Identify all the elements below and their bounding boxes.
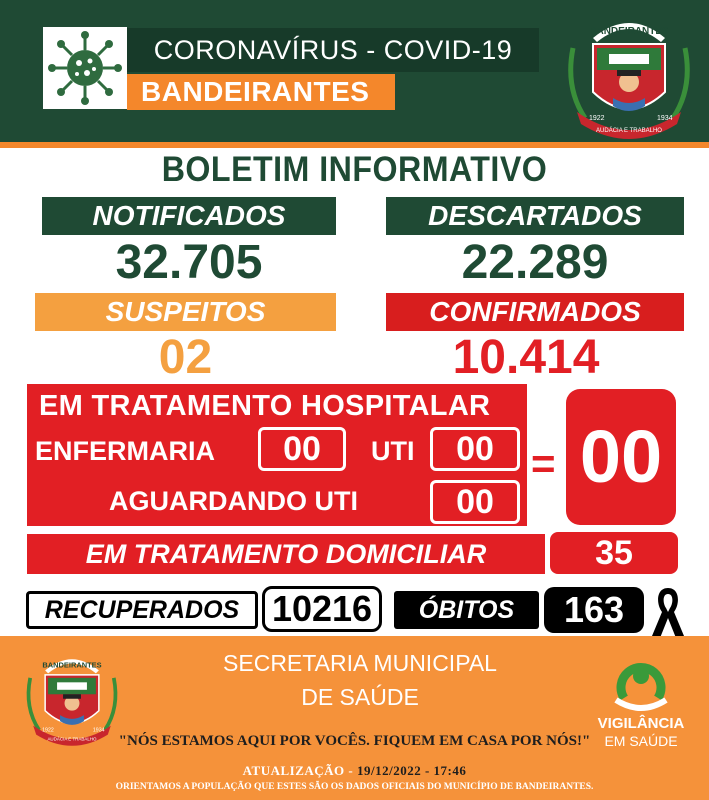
crest-top-text: BANDEIRANTES: [589, 26, 669, 37]
vigilancia-line-1: VIGILÂNCIA: [597, 715, 685, 732]
hospital-total: 00: [566, 389, 676, 525]
footer-quote: "NÓS ESTAMOS AQUI POR VOCÊS. FIQUEM EM CASA POR NÓS!": [118, 733, 591, 749]
confirmed-label: CONFIRMADOS: [386, 293, 684, 331]
header: [0, 0, 709, 142]
hospital-treatment-panel: [27, 384, 527, 526]
crest-motto: AUDÁCIA E TRABALHO: [596, 128, 662, 134]
home-treatment-label: EM TRATAMENTO DOMICILIAR: [27, 534, 545, 574]
suspected-value: 02: [158, 331, 213, 384]
bulletin-title: BOLETIM INFORMATIVO: [161, 150, 548, 189]
ward-value: 00: [258, 427, 346, 471]
secretaria-line-1: SECRETARIA MUNICIPAL: [223, 650, 497, 676]
notified-value: 32.705: [115, 236, 263, 289]
orange-divider: [0, 142, 709, 148]
city-name: BANDEIRANTES: [127, 74, 395, 110]
crest-bottom-text: BANDEIRANTES: [42, 660, 102, 670]
hospital-title: EM TRATAMENTO HOSPITALAR: [39, 390, 491, 422]
secretaria-line-2: DE SAÚDE: [301, 684, 419, 710]
update-label: ATUALIZAÇÃO -: [242, 763, 357, 778]
discarded-value: 22.289: [461, 236, 609, 289]
recovered-value: 10216: [262, 586, 382, 632]
crest-bottom-year-right: 1934: [92, 727, 105, 734]
waiting-icu-value: 00: [430, 480, 520, 524]
header-title: CORONAVÍRUS - COVID-19: [127, 28, 539, 72]
crest-year-left: 1922: [589, 115, 605, 122]
update-line: [0, 763, 709, 779]
vigilancia-line-2: EM SAÚDE: [604, 733, 678, 749]
notified-label: NOTIFICADOS: [42, 197, 336, 235]
confirmed-value: 10.414: [452, 331, 600, 384]
icu-label: UTI: [371, 436, 415, 466]
orientation-note: ORIENTAMOS A POPULAÇÃO QUE ESTES SÃO OS DADOS OFICIAIS DO MUNICÍPIO DE BANDEIRANTES.: [115, 782, 594, 792]
deaths-value: 163: [544, 587, 644, 633]
crest-year-right: 1934: [657, 115, 673, 122]
icu-value: 00: [430, 427, 520, 471]
discarded-label: DESCARTADOS: [386, 197, 684, 235]
crest-bottom-motto: AUDÁCIA E TRABALHO: [47, 736, 97, 742]
crest-bottom-year-left: 1922: [42, 727, 54, 734]
ward-label: ENFERMARIA: [35, 436, 215, 466]
mourning-ribbon-icon: [648, 584, 688, 640]
waiting-icu-label: AGUARDANDO UTI: [109, 486, 358, 516]
equals-sign: =: [531, 440, 556, 487]
update-value: 19/12/2022 - 17:46: [357, 763, 467, 778]
city-crest-icon: [563, 8, 695, 142]
suspected-label: SUSPEITOS: [35, 293, 336, 331]
deaths-label: ÓBITOS: [394, 591, 539, 629]
coronavirus-icon: [43, 27, 127, 109]
home-treatment-value: 35: [550, 532, 678, 574]
recovered-label: RECUPERADOS: [26, 591, 258, 629]
